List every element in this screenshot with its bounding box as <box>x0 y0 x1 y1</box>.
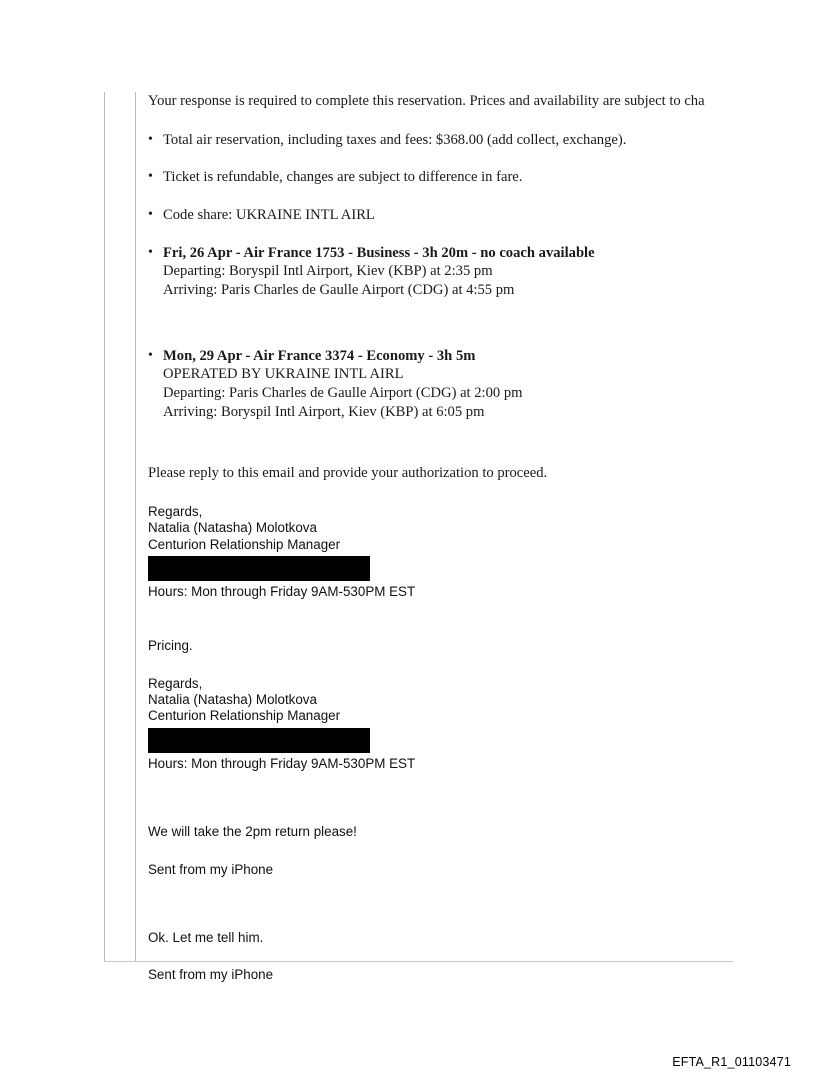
document-bates-number: EFTA_R1_01103471 <box>672 1055 791 1069</box>
page-inner-rule <box>135 92 136 962</box>
signature-title: Centurion Relationship Manager <box>148 708 341 724</box>
pricing-note <box>148 638 816 654</box>
sent-from-text: Sent from my iPhone <box>148 861 274 877</box>
signature-hours: Hours: Mon through Friday 9AM-530PM EST <box>148 755 416 771</box>
signature-title: Centurion Relationship Manager <box>148 536 341 552</box>
email-sans-section <box>148 504 816 983</box>
redaction-bar <box>148 556 370 581</box>
list-item-text: Code share: UKRAINE INTL AIRL <box>163 207 375 224</box>
reply-block-two <box>148 930 816 946</box>
flight-arriving: Arriving: Paris Charles de Gaulle Airport (CDG) at 4:55 pm <box>163 282 515 299</box>
signature-hours: Hours: Mon through Friday 9AM-530PM EST <box>148 584 416 600</box>
flight-departing: Departing: Boryspil Intl Airport, Kiev (KBP) at 2:35 pm <box>163 263 493 280</box>
section-spacer <box>148 878 816 916</box>
pricing-note-text: Pricing. <box>148 638 193 654</box>
reply-signature-one <box>148 862 816 878</box>
page-left-rule <box>104 92 105 962</box>
document-body <box>148 92 816 984</box>
section-spacer <box>148 772 816 810</box>
redaction-bar <box>148 728 370 753</box>
details-list <box>148 131 816 422</box>
section-spacer <box>148 810 816 824</box>
signature-name: Natalia (Natasha) Molotkova <box>148 520 317 536</box>
signature-block-two <box>148 676 816 772</box>
signature-block-one <box>148 504 816 600</box>
flight-item-outbound <box>148 244 816 300</box>
flight-departing: Departing: Paris Charles de Gaulle Airport (CDG) at 2:00 pm <box>163 385 523 402</box>
list-item <box>148 131 816 150</box>
reply-block-one <box>148 824 816 840</box>
list-item-text: Ticket is refundable, changes are subject to difference in fare. <box>163 169 523 186</box>
list-item <box>148 168 816 187</box>
list-item <box>148 206 816 225</box>
flight-spacer <box>148 319 816 347</box>
signature-regards: Regards, <box>148 675 203 691</box>
flight-header: Mon, 29 Apr - Air France 3374 - Economy - 3h 5m <box>163 347 476 364</box>
flight-item-return <box>148 347 816 422</box>
signature-name: Natalia (Natasha) Molotkova <box>148 692 317 708</box>
flight-header: Fri, 26 Apr - Air France 1753 - Business - 3h 20m - no coach available <box>163 244 595 261</box>
reply-body: Ok. Let me tell him. <box>148 929 264 945</box>
section-spacer <box>148 916 816 930</box>
section-spacer <box>148 600 816 638</box>
please-reply-paragraph: Please reply to this email and provide your authorization to proceed. <box>148 465 548 482</box>
list-item-text: Total air reservation, including taxes and fees: $368.00 (add collect, exchange). <box>163 131 627 148</box>
reply-signature-two <box>148 967 816 983</box>
email-serif-section <box>148 92 816 483</box>
intro-paragraph: Your response is required to complete this reservation. Prices and availability are subject to cha <box>148 93 705 109</box>
signature-regards: Regards, <box>148 504 203 520</box>
sent-from-text: Sent from my iPhone <box>148 967 274 983</box>
flight-operated-by: OPERATED BY UKRAINE INTL AIRL <box>163 366 404 383</box>
flight-arriving: Arriving: Boryspil Intl Airport, Kiev (KBP) at 6:05 pm <box>163 403 485 420</box>
reply-body: We will take the 2pm return please! <box>148 824 357 840</box>
